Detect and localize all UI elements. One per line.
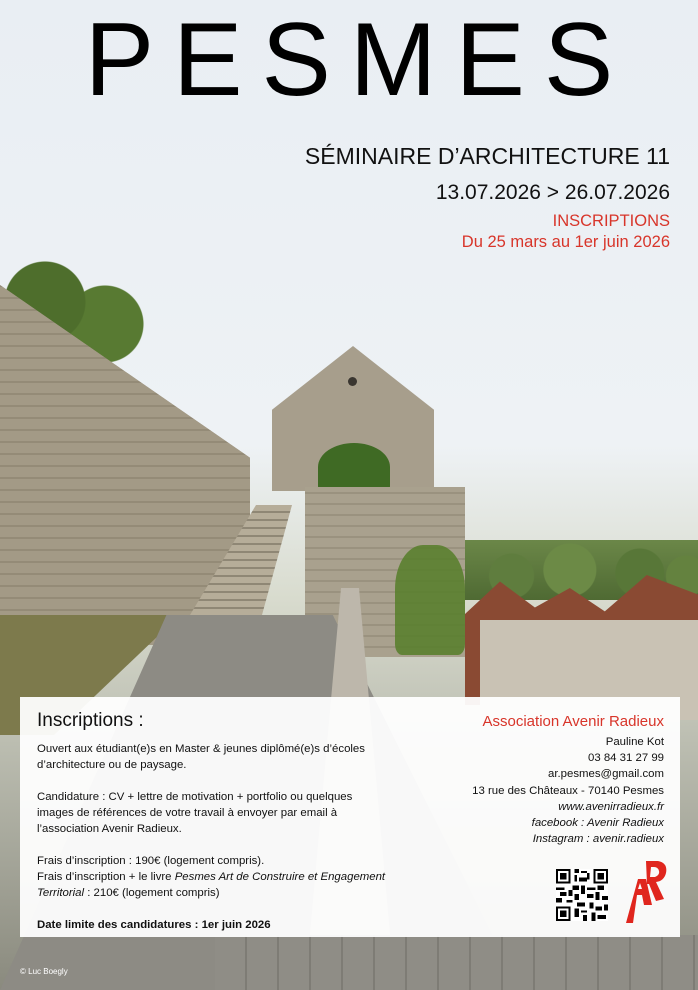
event-dates: 13.07.2026 > 26.07.2026 <box>435 181 670 204</box>
registration-period: Du 25 mars au 1er juin 2026 <box>461 233 670 251</box>
application-text: Candidature : CV + lettre de motivation + portfolio ou quelques images de références de votre travail à envoyer par email à l’association Avenir Radieux. <box>37 791 353 835</box>
registration-heading: INSCRIPTIONS <box>552 212 670 230</box>
contact-phone[interactable]: 03 84 31 27 99 <box>587 752 664 765</box>
deadline-text: Date limite des candidatures : 1er juin 2026 <box>37 919 271 931</box>
ivy <box>395 545 465 655</box>
seminar-subtitle: SÉMINAIRE D’ARCHITECTURE 11 <box>304 143 670 169</box>
info-heading: Inscriptions : <box>37 710 144 731</box>
qr-code-icon[interactable] <box>556 869 608 921</box>
avenir-radieux-logo <box>622 857 670 927</box>
topiary-bush <box>318 443 390 491</box>
contact-website[interactable]: www.avenirradieux.fr <box>558 800 664 813</box>
book-title: Pesmes Art de Construire et Engagement Territorial <box>37 871 386 899</box>
contact-email[interactable]: ar.pesmes@gmail.com <box>547 768 664 781</box>
fee-book-suffix: : 210€ (logement compris) <box>84 887 220 899</box>
poster-title: PESMES <box>84 2 633 118</box>
fee-standard: Frais d’inscription : 190€ (logement compris). <box>37 855 265 867</box>
info-body <box>37 741 387 949</box>
contact-person: Pauline Kot <box>605 736 664 748</box>
eligibility-text: Ouvert aux étudiant(e)s en Master & jeunes diplômé(e)s d’écoles d’architecture ou de paysage. <box>37 743 365 771</box>
photo-credit: © Luc Boegly <box>20 967 68 976</box>
contact-block <box>472 734 664 847</box>
round-window <box>348 377 357 386</box>
contact-instagram[interactable]: Instagram : avenir.radieux <box>532 833 664 846</box>
contact-facebook[interactable]: facebook : Avenir Radieux <box>531 817 664 830</box>
fee-book-prefix: Frais d’inscription + le livre <box>37 871 175 883</box>
fees-text <box>37 853 387 901</box>
contact-address: 13 rue des Châteaux - 70140 Pesmes <box>472 784 664 797</box>
association-name: Association Avenir Radieux <box>482 713 664 730</box>
info-panel <box>20 697 680 937</box>
